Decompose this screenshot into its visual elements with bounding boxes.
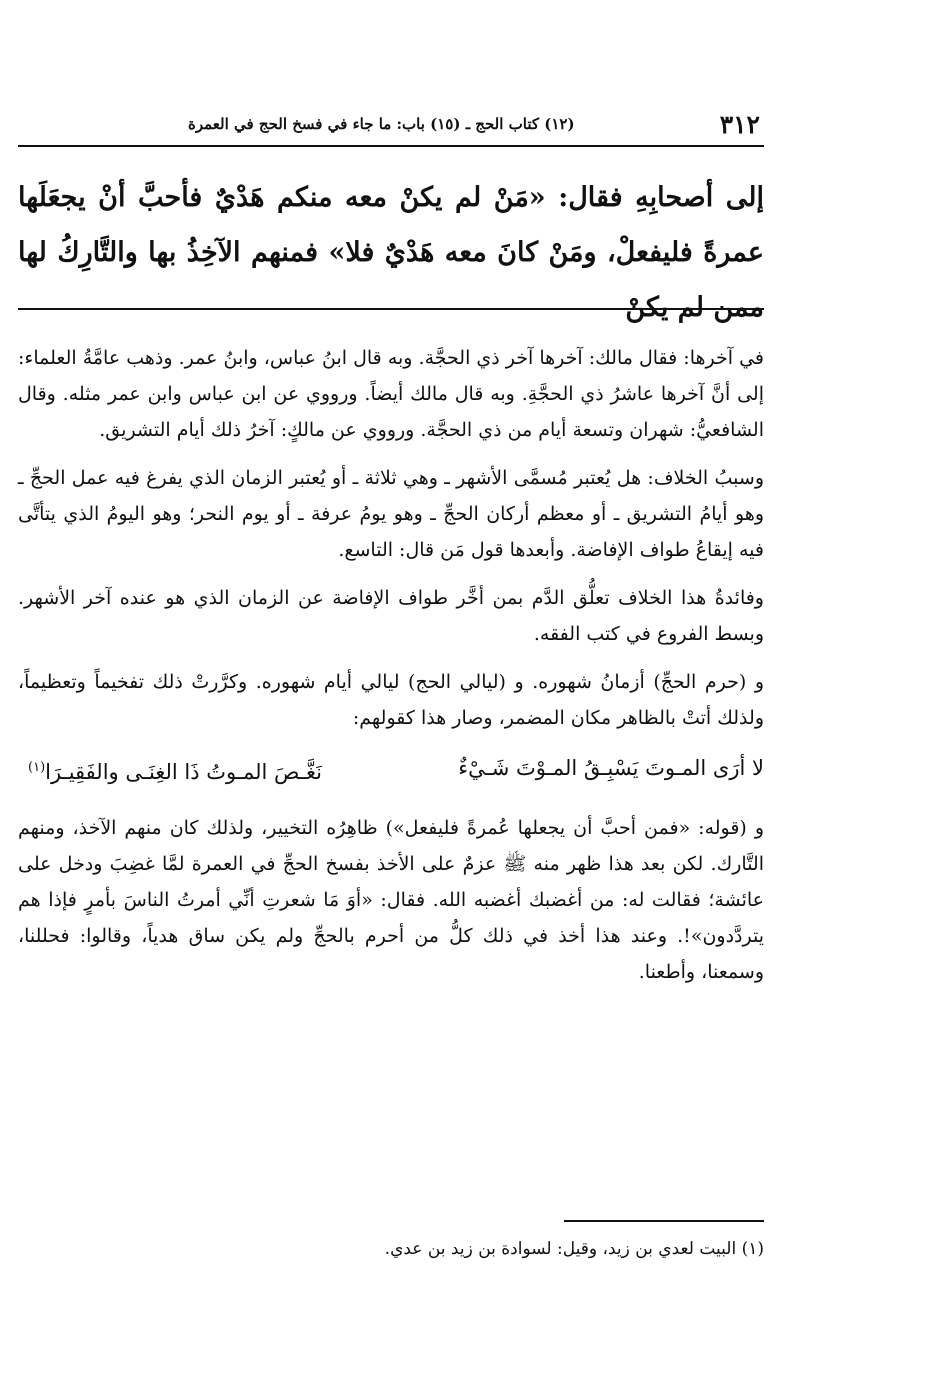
hadith-divider — [18, 308, 764, 310]
footnote-marker: (١) — [28, 760, 46, 775]
verse-second-hemistich-text: نَغَّـصَ المـوتُ ذَا الغِنَـى والفَقِيـرَا — [45, 760, 322, 784]
commentary-paragraph: في آخرها: فقال مالك: آخرها آخر ذي الحجَّة. وبه قال ابنُ عباس، وابنُ عمر. وذهب عامَّةُ العلماء: إلى أنَّ آخرها عاشرُ ذي الحجَّةِ. وبه قال مالك أيضاً. ورووي عن ابن عباس وابن عمر مثله. وقال الشافعيُّ: شهران وتسعة أيام من ذي الحجَّة. ورووي عن مالكٍ: آخرُ ذلك أيام التشريق. — [18, 347, 764, 441]
footnote-divider — [564, 1220, 764, 1222]
hadith-text: إلى أصحابِهِ فقال: «مَنْ لم يكنْ معه منكم هَدْيٌ فأحبَّ أنْ يجعَلَها عمرةً فليفعلْ، ومَنْ كانَ معه هَدْيٌ فلا» فمنهم الآخِذُ بها والتَّارِكُ لها ممن لم يكنْ — [18, 182, 764, 323]
commentary-paragraph: وسببُ الخلاف: هل يُعتبر مُسمَّى الأشهر ـ وهي ثلاثة ـ أو يُعتبر الزمان الذي يفرغ فيه عمل الحجِّ ـ وهو أيامُ التشريق ـ أو معظم أركان الحجِّ ـ وهو يومُ عرفة ـ أو يوم النحر؛ وهو اليومُ الذي يتأتَّى فيه إيقاعُ طواف الإفاضة. وأبعدها قول مَن قال: التاسع. — [18, 467, 764, 561]
commentary-body — [18, 340, 764, 1002]
commentary-paragraph: و (قوله: «فمن أحبَّ أن يجعلها عُمرةً فليفعل») ظاهِرُه التخيير، ولذلك كان منهم الآخذ، ومنهم التَّارك. لكن بعد هذا ظهر منه ﷺ عزمٌ على الأخذ بفسخ الحجِّ في العمرة لمَّا غضِبَ ودخل على عائشة؛ فقالت له: من أغضبك أغضبه الله. فقال: «أوَ مَا شعرتِ أنِّي أمرتُ الناسَ بأمرٍ فإذا هم يتردَّدون»!. وعند هذا أخذ في ذلك كلُّ من أحرم بالحجِّ ولم يكن ساق هدياً، وقالوا: فحللنا، وسمعنا، وأطعنا. — [18, 817, 764, 983]
page-header — [18, 103, 764, 147]
page-number: ٣١٢ — [719, 109, 760, 139]
footnote: (١) البيت لعدي بن زيد، وقيل: لسوادة بن زيد بن عدي. — [384, 1239, 764, 1259]
poetry-verse — [18, 748, 764, 792]
verse-second-hemistich — [28, 748, 322, 792]
verse-first-hemistich: لا أرَى المـوتَ يَسْبِـقُ المـوْتَ شَـيْءٌ — [458, 756, 764, 780]
running-title: (١٢) كتاب الحج ـ (١٥) باب: ما جاء في فسخ الحج في العمرة — [188, 115, 575, 133]
commentary-paragraph: وفائدةُ هذا الخلاف تعلُّق الدَّم بمن أخَّر طواف الإفاضة عن الزمان الذي هو عنده آخر الأشهر. وبسط الفروع في كتب الفقه. — [18, 587, 764, 645]
commentary-paragraph: و (حرم الحجِّ) أزمانُ شهوره. و (ليالي الحج) ليالي أيام شهوره. وكرَّرتْ ذلك تفخيماً وتعظيماً، ولذلك أتتْ بالظاهر مكان المضمر، وصار هذا كقولهم: — [18, 671, 764, 729]
